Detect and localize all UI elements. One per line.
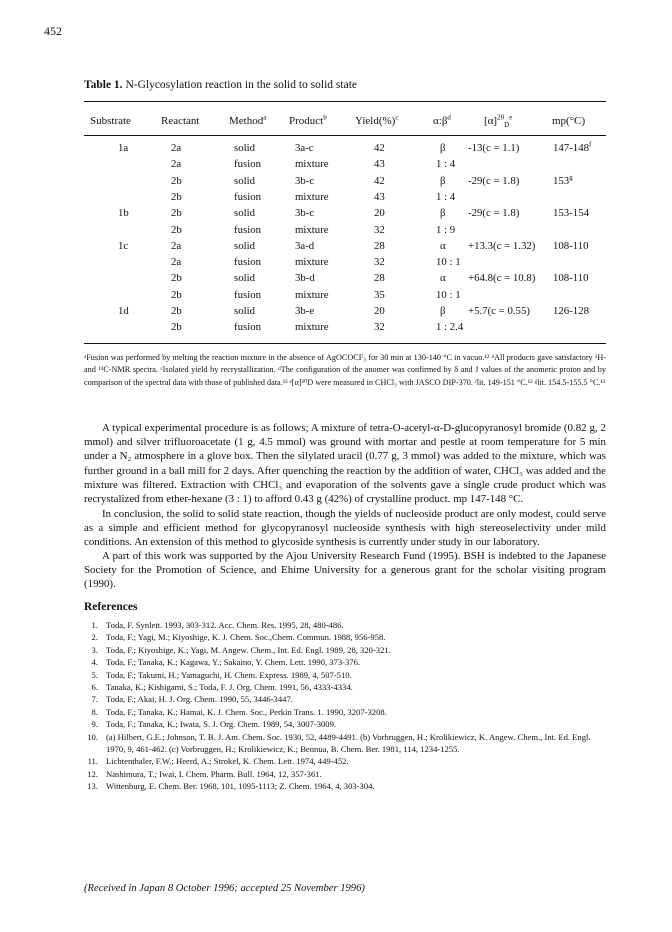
cell-rotation: +13.3(c = 1.32) (468, 239, 536, 252)
cell-ratio: 1 : 9 (436, 223, 456, 236)
header-reactant: Reactant (161, 115, 200, 127)
cell-ratio: β (440, 207, 446, 220)
cell-product: 3b-d (295, 272, 315, 285)
reference-number: 3. (91, 644, 98, 655)
table-bottom-rule (84, 343, 606, 344)
reference-item (84, 693, 606, 705)
reference-text: (a) Hilbert, G.E.; Johnson, T. B. J. Am. Chem. Soc. 1930, 52, 4489-4491. (b) Vorbruggen, H.; Krolikiewicz, K. Angew. Chem., Int. Ed. Engl. 1970, 9, 461-462. (c) Vorbruggen, H.; Krolikiewicz, K.; Bennua, B. Chem. Ber. 1981, 114, 1234-1255. (106, 731, 591, 755)
reference-item (84, 731, 606, 756)
reference-number: 10. (87, 731, 98, 742)
cell-mp: 108-110 (553, 272, 589, 285)
cell-method: solid (234, 142, 255, 154)
table-caption-text: N-Glycosylation reaction in the solid to solid state (125, 79, 357, 91)
cell-yield: 32 (374, 256, 385, 269)
table-caption-label: Table 1. (84, 79, 123, 91)
cell-method: solid (234, 174, 255, 187)
reference-number: 4. (91, 657, 98, 668)
cell-yield: 35 (374, 288, 385, 301)
cell-mp-footnote: f (589, 140, 592, 149)
header-product: Product$^b$ (289, 113, 327, 127)
cell-rotation: +64.8(c = 10.8) (468, 272, 536, 285)
cell-method: solid (234, 207, 255, 220)
paragraph-acknowledgment: A part of this work was supported by the Ajou University Research Fund (1995). BSH is indebted to the Japanese Society for the Promotion of Science, and Ehime University for a generous grant for the scholar visiting program (1990). (84, 550, 606, 591)
cell-reactant: 2b (171, 272, 182, 285)
cell-yield: 42 (374, 142, 385, 154)
cell-product: mixture (295, 256, 329, 269)
cell-ratio: α (440, 239, 446, 252)
cell-method: fusion (234, 190, 261, 203)
cell-product: mixture (295, 158, 329, 171)
reference-text: Wittenburg, E. Chem. Ber. 1968, 101, 1095-1113; Z. Chem. 1964, 4, 303-304. (106, 781, 375, 792)
reference-item (84, 631, 606, 643)
header-mp: mp(°C) (552, 115, 586, 127)
cell-mp-footnote: g (569, 173, 573, 181)
references-list (84, 619, 606, 793)
cell-rotation: +5.7(c = 0.55) (468, 305, 530, 317)
cell-method: fusion (234, 158, 261, 171)
cell-mp: 153$^g$ (553, 173, 573, 187)
cell-ratio: β (440, 305, 446, 317)
cell-yield: 32 (374, 321, 385, 334)
reference-text: Toda, F.; Tanaka, K.; Kagawa, Y.; Sakaino, Y. Chem. Lett. 1990, 373-376. (106, 657, 361, 668)
cell-reactant: 2a (171, 239, 182, 252)
header-substrate: Substrate (90, 115, 131, 127)
cell-yield: 28 (374, 239, 385, 252)
cell-ratio: 1 : 2.4 (436, 321, 464, 334)
cell-ratio: β (440, 142, 446, 154)
cell-substrate: 1a (118, 142, 129, 154)
cell-yield: 43 (374, 190, 385, 203)
reference-text: Lichtenthaler, F.W.; Heerd, A.; Strokel, K. Chem. Lett. 1974, 449-452. (106, 756, 349, 767)
paragraph-procedure: A typical experimental procedure is as follows; A mixture of tetra-O-acetyl-α-D-glucopyranosyl bromide (0.82 g, 2 mmol) and silver trifluoroacetate (1 g, 4.5 mmol) was ground with mortar and pestle at room temperature for 5 min under a N₂ atmosphere in a glove box. Then the silylated uracil (0.77 g, 3 mmol) was added to the mixture, which was further ground in a ball mill for 2 days. After quenching the reaction by the addition of water, CHCl₃ was added and the mixture was filtered. Extraction with CHCl₃ and evaporation of the solvents gave a single crude product which was recrystalized from ether-hexane (3 : 1) to afford 0.43 g (42%) of crystalline product. mp 147-148 °C. (84, 422, 606, 506)
reference-text: Nashimura, T.; Iwai, I. Chem. Pharm. Bull. 1964, 12, 357-361. (106, 768, 322, 779)
header-yield: Yield(%)$^c$ (355, 113, 399, 127)
reference-item (84, 768, 606, 780)
reference-item (84, 718, 606, 730)
reference-number: 1. (91, 620, 98, 630)
cell-yield: 32 (374, 223, 385, 236)
received-note: (Received in Japan 8 October 1996; accepted 25 November 1996) (84, 883, 365, 894)
cell-reactant: 2b (171, 223, 182, 236)
cell-ratio: β (440, 174, 446, 187)
cell-ratio: 1 : 4 (436, 158, 456, 171)
reference-item (84, 681, 606, 693)
cell-method: fusion (234, 256, 261, 269)
cell-yield: 43 (374, 158, 385, 171)
reference-number: 11. (87, 756, 98, 767)
cell-reactant: 2b (171, 305, 182, 317)
reference-number: 7. (91, 694, 98, 705)
reference-text: Toda, F.; Tanaka, K.; Iwata, S. J. Org. Chem. 1989, 54, 3007-3009. (106, 719, 337, 730)
table-top-rule (84, 101, 606, 102)
reference-text: Toda, F.; Takumi, H.; Yamaguchi, H. Chem. Express. 1989, 4, 507-510. (106, 669, 352, 680)
reference-text: Tanaka, K.; Kishigami, S.; Toda, F. J. Org. Chem. 1991, 56, 4333-4334. (106, 682, 353, 693)
cell-rotation: -13(c = 1.1) (468, 142, 520, 154)
table-footnotes: ᵃFusion was performed by melting the reaction mixture in the absence of AgOCOCF₃ for 30 min at 130-140 °C in vacuo.¹² ᵇAll products gave satisfactory ¹H- and ¹³C-NMR spectra. ᶜIsolated yield by recrystallization. ᵈThe configuration of the anomer was confirmed by δ and J values of the anomeric proton and by comparison of the spectral data with those of published data.¹³ ᵉ[α]²⁰D were measured in CHCl₃ with JASCO DIP-370. ᶠlit. 149-151 °C.¹² ᵍlit. 154.5-155.5 °C.¹² (84, 353, 606, 387)
cell-mp: 147-148$^f$ (553, 140, 592, 154)
cell-reactant: 2b (171, 288, 182, 301)
cell-product: mixture (295, 190, 329, 203)
page-number: 452 (44, 24, 62, 38)
cell-substrate: 1c (118, 239, 129, 252)
cell-reactant: 2b (171, 174, 182, 187)
cell-reactant: 2b (171, 321, 182, 334)
cell-product: 3a-d (295, 239, 315, 252)
table-header-rule (84, 135, 606, 136)
cell-method: solid (234, 305, 255, 317)
cell-product: mixture (295, 288, 329, 301)
cell-product: 3b-e (295, 305, 315, 317)
cell-method: solid (234, 272, 255, 285)
cell-substrate: 1b (118, 207, 129, 220)
cell-reactant: 2b (171, 207, 182, 220)
reference-text: Toda, F.; Tanaka, K.; Hamai, K. J. Chem. Soc., Perkin Trans. 1. 1990, 3207-3208. (106, 706, 387, 717)
cell-product: 3b-c (295, 207, 315, 220)
reference-number: 13. (87, 781, 98, 792)
header-rotation: $[\alpha]^{20}_D^e$ (484, 113, 513, 130)
reference-text: Toda, F.; Yagi, M.; Kiyoshige, K. J. Chem. Soc.,Chem. Commun. 1988, 956-958. (106, 632, 386, 643)
cell-substrate: 1d (118, 305, 129, 317)
cell-mp: 108-110 (553, 239, 589, 252)
reference-number: 12. (87, 768, 98, 779)
reference-item (84, 706, 606, 718)
cell-ratio: 10 : 1 (436, 288, 461, 301)
reference-item (84, 669, 606, 681)
references-heading: References (84, 601, 138, 613)
reference-number: 5. (91, 669, 98, 680)
header-ratio: $\alpha:\beta^d$ (433, 113, 451, 127)
cell-yield: 28 (374, 272, 385, 285)
cell-reactant: 2a (171, 158, 182, 171)
reference-item (84, 656, 606, 668)
reference-number: 2. (91, 632, 98, 643)
cell-product: 3b-c (295, 174, 315, 187)
cell-method: solid (234, 239, 255, 252)
cell-yield: 20 (374, 305, 385, 317)
header-method: Method$^a$ (229, 113, 267, 127)
reference-text: Toda, F.; Akai, H. J. Org. Chem. 1990, 55, 3446-3447. (106, 694, 293, 705)
reference-text: Toda, F.; Kiyoshige, K.; Yagi, M. Angew. Chem., Int. Ed. Engl. 1989, 28, 320-321. (106, 644, 391, 655)
reference-item (84, 755, 606, 767)
cell-rotation: -29(c = 1.8) (468, 174, 520, 187)
cell-method: fusion (234, 223, 261, 236)
cell-reactant: 2a (171, 256, 182, 269)
cell-reactant: 2b (171, 190, 182, 203)
cell-product: 3a-c (295, 142, 314, 154)
cell-yield: 20 (374, 207, 385, 220)
cell-reactant: 2a (171, 142, 182, 154)
table-caption (84, 79, 357, 91)
cell-ratio: α (440, 272, 446, 285)
reference-number: 9. (91, 719, 98, 730)
paragraph-conclusion: In conclusion, the solid to solid state reaction, though the yields of nucleoside product are only modest, could serve as a simple and efficient method for glycopyranosyl nucleoside synthesis with high stereoselectivity under mild conditions. An extension of this method to glycoside synthesis is currently under study in our laboratory. (84, 508, 606, 549)
cell-product: mixture (295, 321, 329, 334)
cell-rotation: -29(c = 1.8) (468, 207, 520, 220)
reference-number: 6. (91, 682, 98, 693)
cell-method: fusion (234, 321, 261, 334)
cell-yield: 42 (374, 174, 385, 187)
cell-ratio: 10 : 1 (436, 256, 461, 269)
cell-mp: 153-154 (553, 207, 589, 220)
reference-item (84, 619, 606, 631)
reference-item (84, 644, 606, 656)
cell-product: mixture (295, 223, 329, 236)
reference-text: Toda, F. Synlett. 1993, 303-312. Acc. Chem. Res. 1995, 28, 480-486. (106, 620, 344, 630)
cell-method: fusion (234, 288, 261, 301)
reference-number: 8. (91, 706, 98, 717)
cell-mp: 126-128 (553, 305, 589, 317)
reference-item (84, 780, 606, 792)
cell-ratio: 1 : 4 (436, 190, 456, 203)
